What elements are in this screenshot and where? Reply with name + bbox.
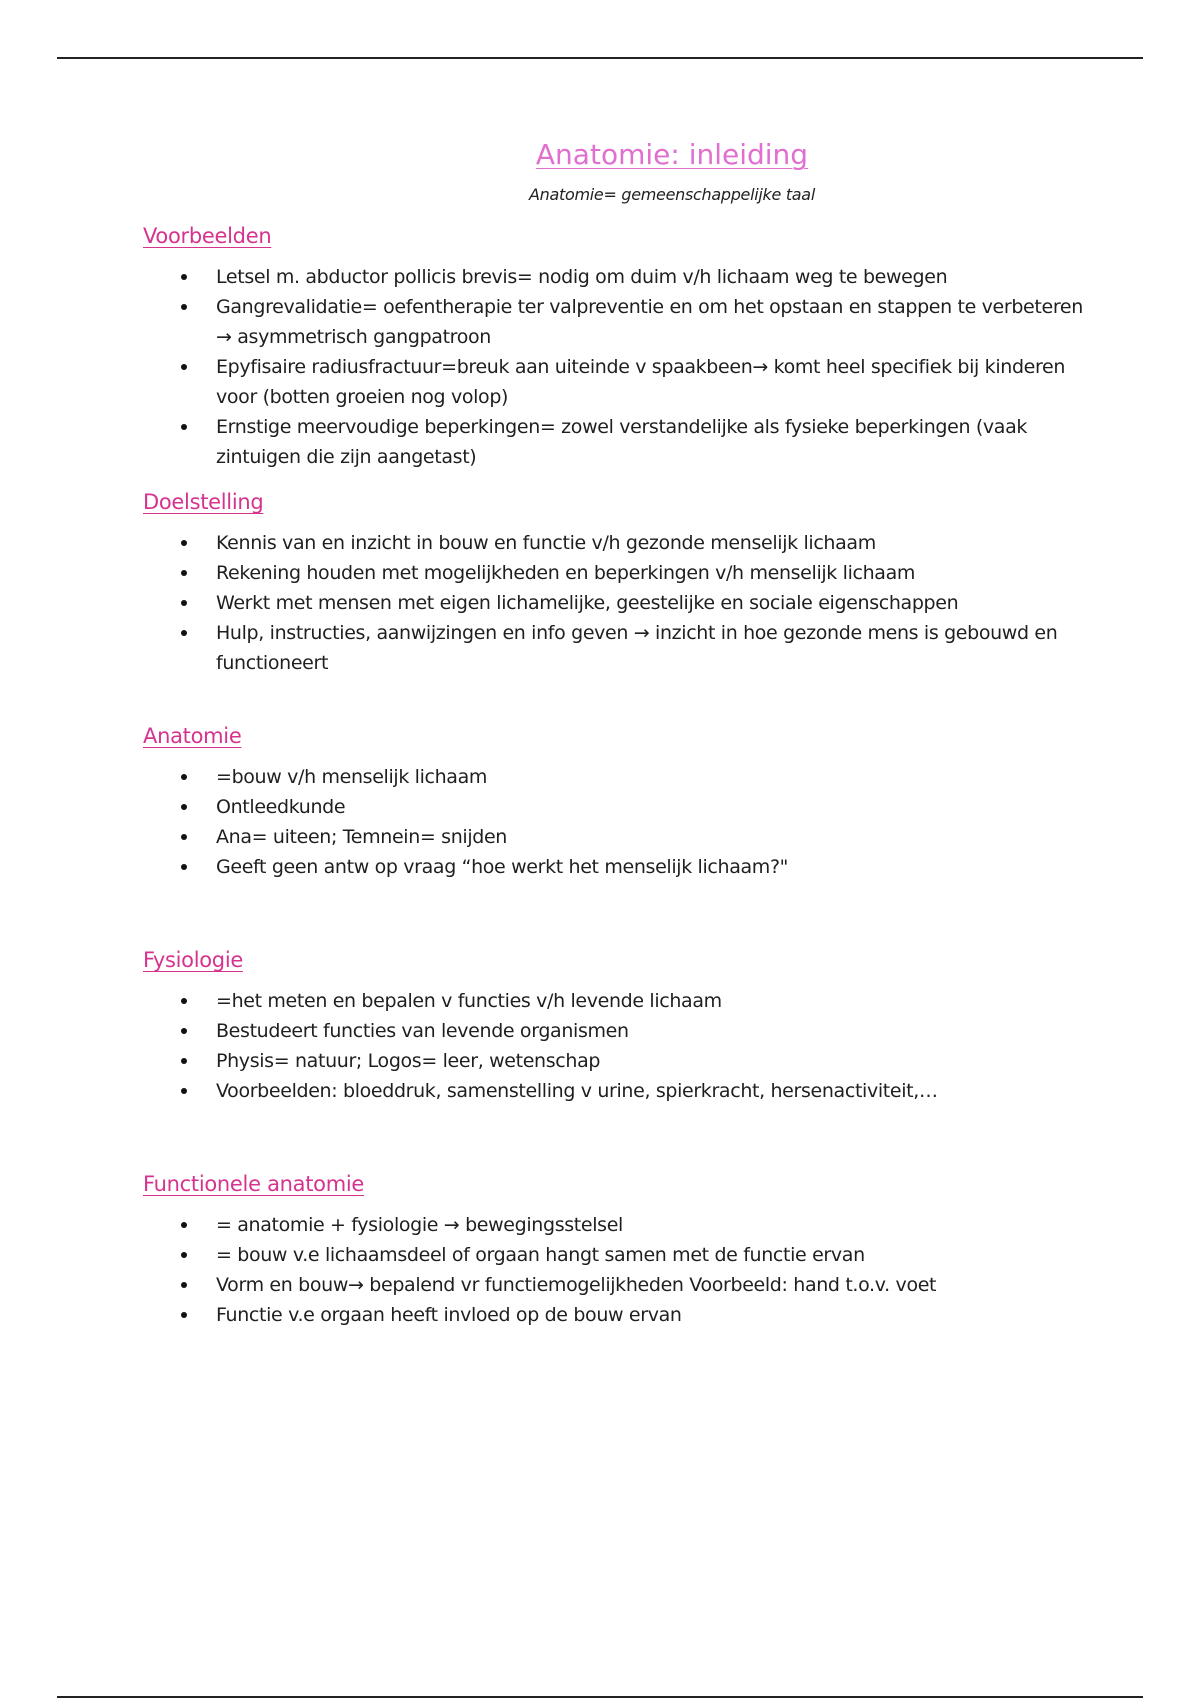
list-item: =het meten en bepalen v functies v/h levende lichaam [143, 986, 1083, 1016]
list-item: Hulp, instructies, aanwijzingen en info geven → inzicht in hoe gezonde mens is gebouwd en functioneert [143, 618, 1083, 678]
header-rule [57, 57, 1143, 59]
list-item: Werkt met mensen met eigen lichamelijke, geestelijke en sociale eigenschappen [143, 588, 1083, 618]
bullet-list [143, 1210, 1083, 1330]
section-heading: Functionele anatomie [143, 1172, 365, 1196]
list-item: Voorbeelden: bloeddruk, samenstelling v urine, spierkracht, hersenactiviteit,… [143, 1076, 1083, 1106]
list-item: Ernstige meervoudige beperkingen= zowel verstandelijke als fysieke beperkingen (vaak zintuigen die zijn aangetast) [143, 412, 1083, 472]
bullet-list [143, 262, 1083, 472]
section-heading: Voorbeelden [143, 224, 272, 248]
page-subtitle: Anatomie= gemeenschappelijke taal [529, 185, 815, 204]
list-item: Ana= uiteen; Temnein= snijden [143, 822, 1083, 852]
section-heading: Fysiologie [143, 948, 243, 972]
bullet-list [143, 528, 1083, 678]
list-item: Epyfisaire radiusfractuur=breuk aan uiteinde v spaakbeen→ komt heel specifiek bij kinderen voor (botten groeien nog volop) [143, 352, 1083, 412]
list-item: = bouw v.e lichaamsdeel of orgaan hangt samen met de functie ervan [143, 1240, 1083, 1270]
section-heading: Doelstelling [143, 490, 264, 514]
section-fysiologie [143, 946, 1083, 1106]
list-item: Rekening houden met mogelijkheden en beperkingen v/h menselijk lichaam [143, 558, 1083, 588]
list-item: Vorm en bouw→ bepalend vr functiemogelijkheden Voorbeeld: hand t.o.v. voet [143, 1270, 1083, 1300]
list-item: Physis= natuur; Logos= leer, wetenschap [143, 1046, 1083, 1076]
list-item: Ontleedkunde [143, 792, 1083, 822]
document-body [143, 138, 1083, 1330]
section-voorbeelden [143, 222, 1083, 472]
list-item: Functie v.e orgaan heeft invloed op de bouw ervan [143, 1300, 1083, 1330]
bullet-list [143, 986, 1083, 1106]
page-title: Anatomie: inleiding [535, 138, 809, 171]
section-anatomie [143, 722, 1083, 882]
list-item: =bouw v/h menselijk lichaam [143, 762, 1083, 792]
list-item: Gangrevalidatie= oefentherapie ter valpreventie en om het opstaan en stappen te verbeteren → asymmetrisch gangpatroon [143, 292, 1083, 352]
bullet-list [143, 762, 1083, 882]
footer-rule [57, 1696, 1143, 1698]
list-item: Geeft geen antw op vraag “hoe werkt het menselijk lichaam?" [143, 852, 1083, 882]
list-item: Kennis van en inzicht in bouw en functie v/h gezonde menselijk lichaam [143, 528, 1083, 558]
list-item: Bestudeert functies van levende organismen [143, 1016, 1083, 1046]
section-heading: Anatomie [143, 724, 242, 748]
list-item: = anatomie + fysiologie → bewegingsstelsel [143, 1210, 1083, 1240]
section-functionele-anatomie [143, 1170, 1083, 1330]
list-item: Letsel m. abductor pollicis brevis= nodig om duim v/h lichaam weg te bewegen [143, 262, 1083, 292]
section-doelstelling [143, 488, 1083, 678]
